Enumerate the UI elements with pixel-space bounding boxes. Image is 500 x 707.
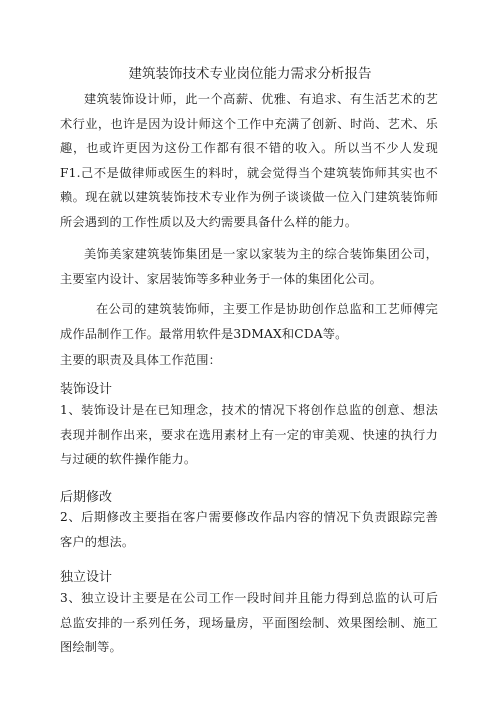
section-heading-independent-design: 独立设计 <box>60 570 113 585</box>
section-heading-decoration-design: 装饰设计 <box>60 382 113 397</box>
intro-paragraph: 建筑装饰设计师，此一个高薪、优雅、有追求、有生活艺术的艺术行业，也许是因为设计师这个工作中充满了创新、时尚、艺术、乐趣，也或许更因为这份工作都有很不错的收入。所以当不少人发现F1.己不是做律师或医生的料时，就会觉得当个建筑装饰师其实也不赖。现在就以建筑装饰技术专业作为例子谈谈做一位入门建筑装饰师所会遇到的工作性质以及大约需要具备什么样的能力。 <box>60 92 438 229</box>
section-heading-post-revision: 后期修改 <box>60 490 113 505</box>
section-text-decoration-design: 1、装饰设计是在已知理念，技术的情况下将创作总监的创意、想法表现并制作出来，要求在选用素材上有一定的审美观、快速的执行力与过硬的软件操作能力。 <box>60 403 438 467</box>
document-title: 建筑装饰技术专业岗位能力需求分析报告 <box>128 66 372 82</box>
duties-intro: 主要的职责及具体工作范围： <box>60 353 222 367</box>
company-paragraph: 美饰美家建筑装饰集团是一家以家装为主的综合装饰集团公司，主要室内设计、家居装饰等多种业务于一体的集团化公司。 <box>60 247 438 286</box>
section-text-post-revision: 2、后期修改主要指在客户需要修改作品内容的情况下负责跟踪完善客户的想法。 <box>60 510 438 549</box>
role-paragraph: 在公司的建筑装饰师，主要工作是协助创作总监和工艺师傅完成作品制作工作。最常用软件是3DMAX和CDA等。 <box>60 302 438 341</box>
section-text-independent-design: 3、独立设计主要是在公司工作一段时间并且能力得到总监的认可后总监安排的一系列任务，现场量房，平面图绘制、效果图绘制、施工图绘制等。 <box>60 591 438 655</box>
